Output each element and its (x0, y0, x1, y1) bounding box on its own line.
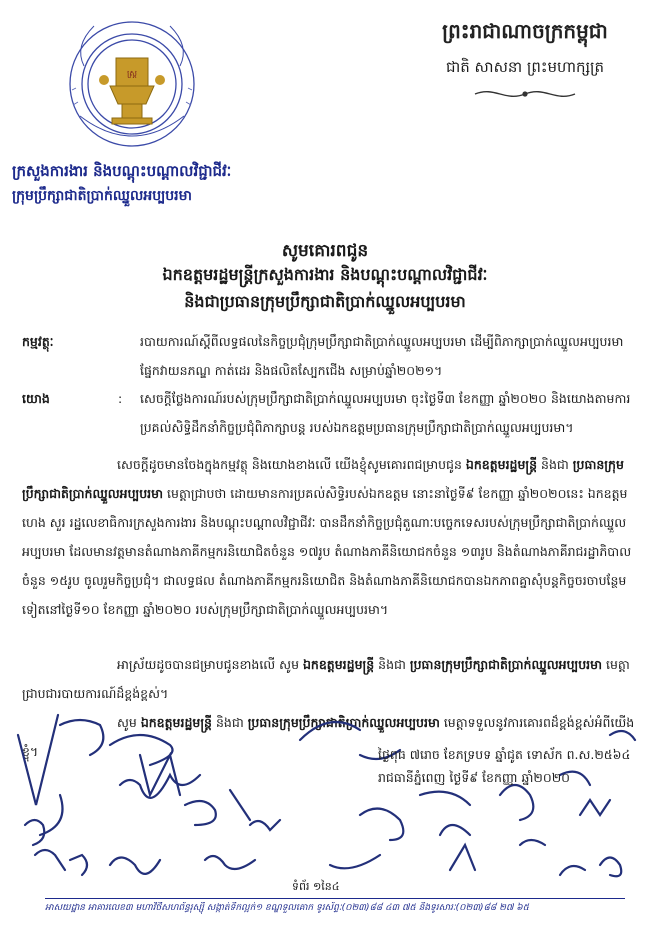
paragraph-text: និងជា (374, 657, 410, 672)
paragraph-text: មេត្តាទទួលនូវការគោរពដ៏ខ្ពង់ខ្ពស់អំពីយើងខ្ញុំ។ (22, 715, 635, 759)
salutation-line-3: និងជាប្រធានក្រុមប្រឹក្សាជាតិប្រាក់ឈ្នួលអប្បបរមា (184, 292, 466, 311)
body-paragraph-1 (22, 450, 640, 624)
kingdom-title: ព្រះរាជាណាចក្រកម្ពុជា (442, 19, 608, 43)
salutation-line-1: សូមគោរពជូន (281, 241, 369, 261)
reference-colon: : (118, 391, 123, 406)
ornament-divider (470, 84, 580, 104)
subject-label: កម្មវត្ថុៈ (22, 334, 54, 349)
footer-address: អាសយដ្ឋាន អាគារលេខ៣ មហាវិថីសហព័ន្ធរុស្ស៊ី សង្កាត់ទឹកល្អក់១ ខណ្ឌទួលគោក ទូរស័ព្ទៈ(០២៣)៨៨ ៤៣ ៧៥ និងទូរសារៈ(០២៣)៨៨ ២៧ ៦៥ (45, 903, 529, 913)
paragraph-text: មេត្តាជ្រាបថា ដោយមានការប្រគល់សិទ្ធិរបស់ឯកឧត្តម នោះនាថ្ងៃទី៩ ខែកញ្ញា ឆ្នាំ២០២០នេះ ឯកឧត្តម ហេង សួរ រដ្ឋលេខាធិការក្រសួងការងារ និងបណ្តុះបណ្តាលវិជ្ជាជីវៈ បានដឹកនាំកិច្ចប្រជុំតួណាៈបច្ចេកទេសរបស់ក្រុមប្រឹក្សាជាតិប្រាក់ឈ្នួលអប្បបរមា ដែលមានវត្តមានតំណាងភាគីកម្មករនិយោជិតចំនួន ១៧រូប តំណាងភាគីនិយោជកចំនួន ១៣រូប និងតំណាងភាគីរាជរដ្ឋាភិបាលចំនួន ១៥រូប ចូលរួមកិច្ចប្រជុំ។ ជាលទ្ធផល តំណាងភាគីកម្មករនិយោជិត និងតំណាងភាគីនិយោជកបានឯកភាពគ្នាសុំបន្តកិច្ចចរចាបន្ថែមទៀតនៅថ្ងៃទី១០ ខែកញ្ញា ឆ្នាំ២០២០ របស់ក្រុមប្រឹក្សាជាតិប្រាក់ឈ្នួលអប្បបរមា។ (22, 486, 632, 617)
paragraph-text: និងជា (211, 715, 248, 730)
paragraph-text: មេត្តាជ្រាបជារបាយការណ៍ដ៏ខ្ពង់ខ្ពស់។ (22, 657, 630, 701)
date-lunar: ថ្ងៃពុធ ៧រោច ខែភទ្របទ ឆ្នាំជូត ទោស័ក ព.ស.២៥៦៤ (378, 747, 631, 762)
ministry-seal (14, 6, 204, 158)
ministry-name: ក្រសួងការងារ និងបណ្តុះបណ្តាលវិជ្ជាជីវៈ (12, 162, 232, 180)
reference-text: សេចក្តីថ្លែងការណ៍របស់ក្រុមប្រឹក្សាជាតិប្រាក់ឈ្នួលអប្បបរមា ចុះថ្ងៃទី៣ ខែកញ្ញា ឆ្នាំ២០២០ និងយោងតាមការប្រគល់សិទ្ធិដឹកនាំកិច្ចប្រជុំពិភាក្សាបន្ត របស់ឯកឧត្តមប្រធានក្រុមប្រឹក្សាជាតិប្រាក់ឈ្នួលអប្បបរមា។ (140, 391, 631, 435)
salutation-line-2: ឯកឧត្តមរដ្ឋមន្ត្រីក្រសួងការងារ និងបណ្តុះបណ្តាលវិជ្ជាជីវៈ (162, 265, 488, 284)
council-name: ក្រុមប្រឹក្សាជាតិប្រាក់ឈ្នួលអប្បបរមា (12, 188, 192, 204)
addressee-council-president: ប្រធានក្រុមប្រឹក្សាជាតិប្រាក់ឈ្នួលអប្បបរមា (22, 457, 624, 501)
paragraph-text: និងជា (537, 457, 573, 472)
date-solar: រាជធានីភ្នំពេញ ថ្ងៃទី៩ ខែកញ្ញា ឆ្នាំ២០២០ (378, 770, 571, 785)
footer-divider (45, 898, 625, 899)
addressee-council-president: ប្រធានក្រុមប្រឹក្សាជាតិប្រាក់ឈ្នួលអប្បបរមា (409, 657, 603, 672)
subject-block (22, 327, 640, 385)
reference-label: យោង (22, 391, 50, 406)
paragraph-text: សេចក្តីដូចមានចែងក្នុងកម្មវត្ថុ និងយោងខាងលើ យើងខ្ញុំសូមគោរពជម្រាបជូន (117, 457, 466, 472)
subject-text: របាយការណ៍ស្តីពីលទ្ធផលនៃកិច្ចប្រជុំក្រុមប្រឹក្សាជាតិប្រាក់ឈ្នួលអប្បបរមា ដើម្បីពិភាក្សាប្រាក់ឈ្នួលអប្បបរមាផ្នែកវាយនភណ្ឌ កាត់ដេរ និងផលិតស្បែកជើង សម្រាប់ឆ្នាំ២០២១។ (140, 334, 624, 378)
reference-block (22, 384, 640, 442)
handwritten-signatures (0, 695, 650, 907)
paragraph-text: សូម (117, 715, 141, 730)
paragraph-text: អាស្រ័យដូចបានជម្រាបជូនខាងលើ សូម (117, 657, 303, 672)
addressee-council-president: ប្រធានក្រុមប្រឹក្សាជាតិប្រាក់ឈ្នួលអប្បបរមា (247, 715, 440, 730)
addressee-minister: ឯកឧត្តមរដ្ឋមន្ត្រី (303, 657, 375, 672)
addressee-minister: ឯកឧត្តមរដ្ឋមន្ត្រី (465, 457, 538, 472)
page-number: ទំព័រ ១នៃ៤ (292, 880, 340, 893)
addressee-minister: ឯកឧត្តមរដ្ឋមន្ត្រី (140, 715, 212, 730)
national-motto: ជាតិ សាសនា ព្រះមហាក្សត្រ (445, 58, 605, 76)
svg-text:ស្រ្ត: ស្រ្ត (127, 69, 137, 78)
